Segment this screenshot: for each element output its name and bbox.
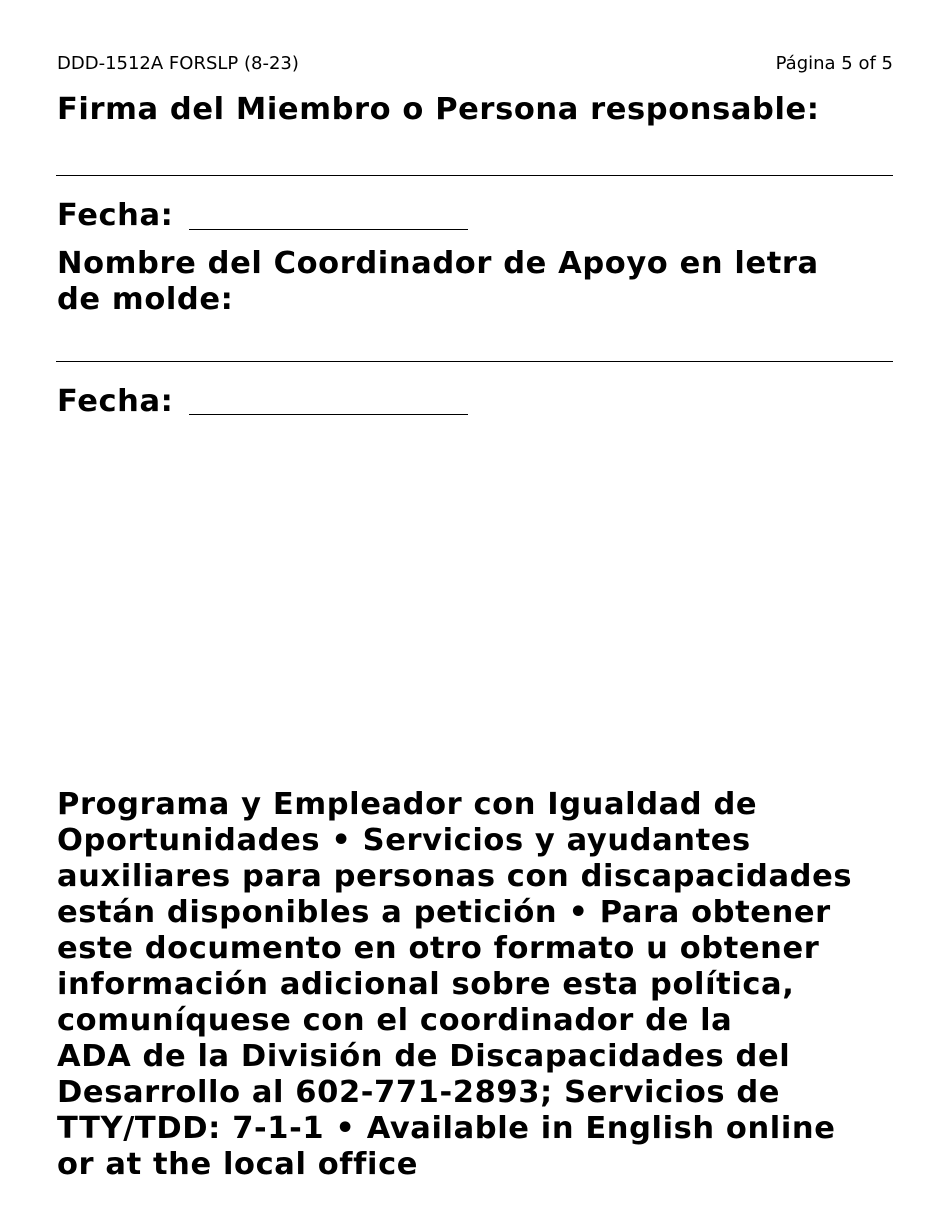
page-number: Página 5 of 5 xyxy=(775,53,893,74)
coordinator-name-label-line1: Nombre del Coordinador de Apoyo en letra xyxy=(57,246,819,281)
notice-line: comuníquese con el coordinador de la xyxy=(57,1003,733,1038)
member-signature-label: Firma del Miembro o Persona responsable: xyxy=(57,92,820,127)
notice-line: auxiliares para personas con discapacidades xyxy=(57,859,853,894)
coordinator-name-label-line2: de molde: xyxy=(57,282,234,317)
date-label-1: Fecha: xyxy=(57,198,174,233)
equal-opportunity-notice xyxy=(57,787,907,1183)
notice-line: este documento en otro formato u obtener xyxy=(57,931,820,966)
notice-line: Programa y Empleador con Igualdad de xyxy=(57,787,758,822)
date-label-2: Fecha: xyxy=(57,384,174,419)
coordinator-name-label xyxy=(57,246,819,318)
notice-line: TTY/TDD: 7-1-1 • Available in English online xyxy=(57,1111,836,1146)
date-line-2[interactable] xyxy=(189,414,468,415)
notice-line: or at the local office xyxy=(57,1147,419,1182)
member-signature-line[interactable] xyxy=(56,175,893,176)
coordinator-name-line[interactable] xyxy=(56,361,893,362)
notice-line: Desarrollo al 602-771-2893; Servicios de xyxy=(57,1075,781,1110)
notice-line: Oportunidades • Servicios y ayudantes xyxy=(57,823,751,858)
form-id: DDD-1512A FORSLP (8-23) xyxy=(57,53,299,74)
notice-line: ADA de la División de Discapacidades del xyxy=(57,1039,791,1074)
notice-line: información adicional sobre esta política, xyxy=(57,967,795,1002)
date-line-1[interactable] xyxy=(189,229,468,230)
notice-line: están disponibles a petición • Para obtener xyxy=(57,895,831,930)
